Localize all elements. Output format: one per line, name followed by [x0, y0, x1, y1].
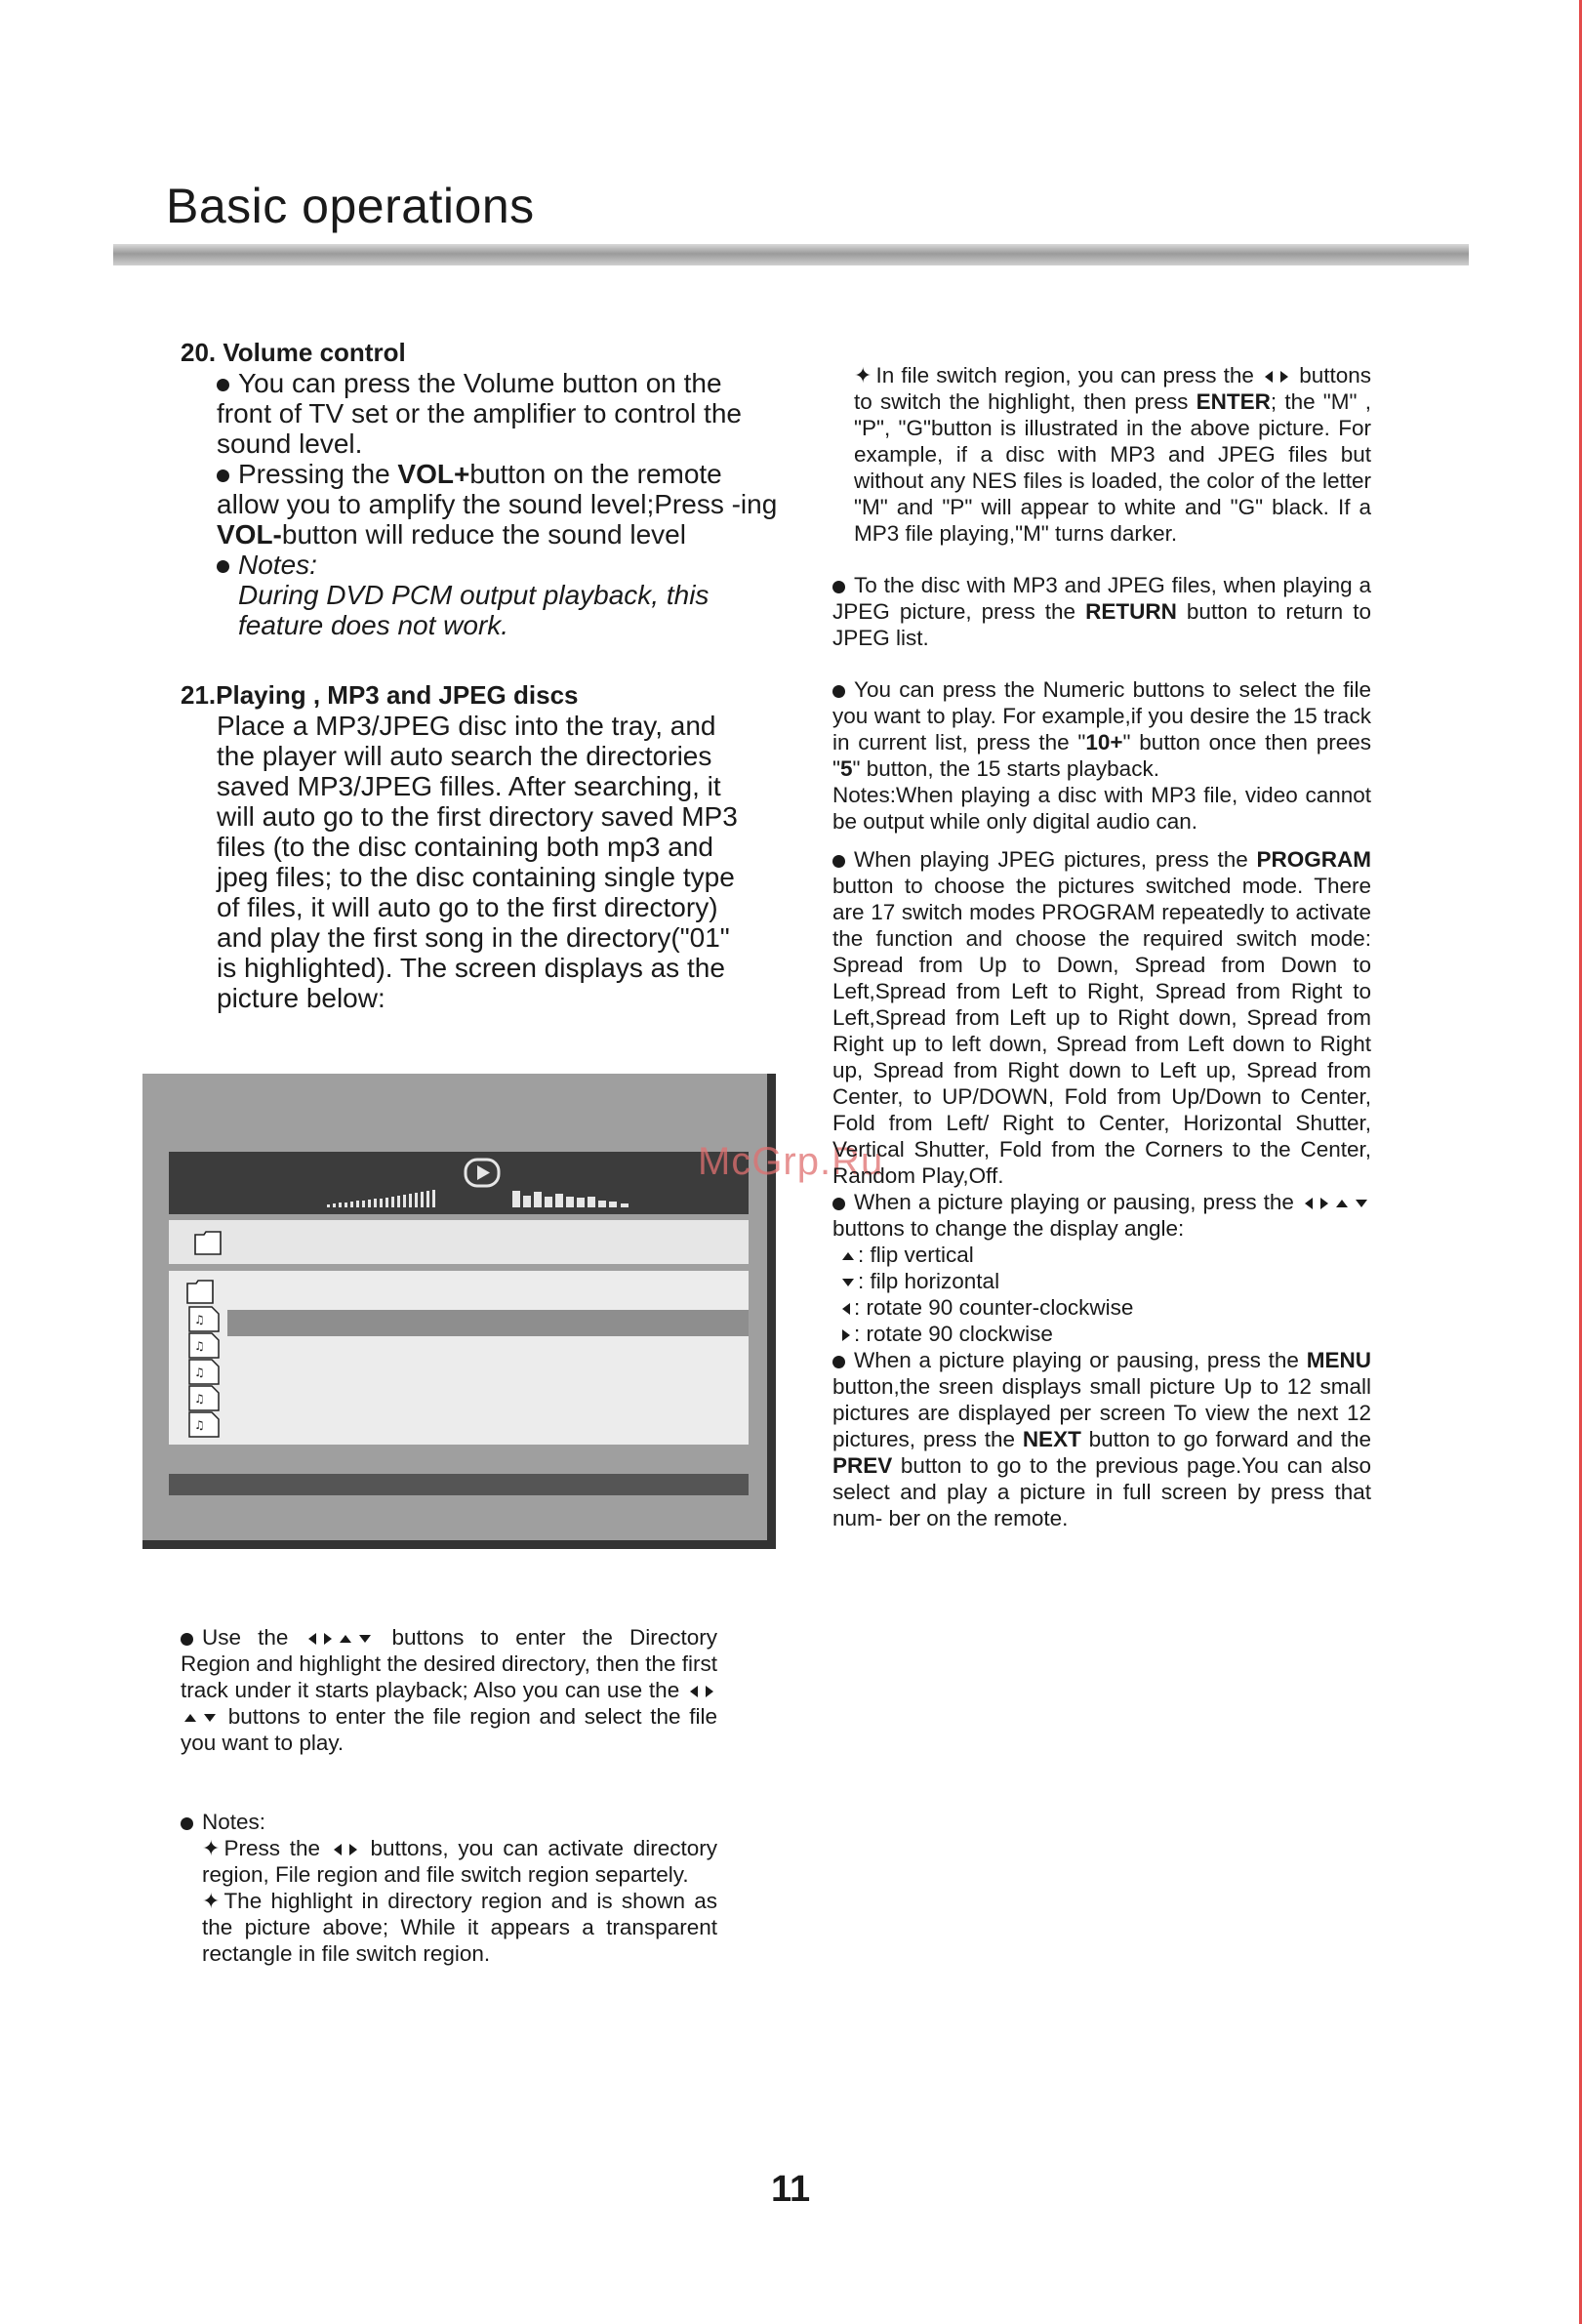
down-arrow-icon	[359, 1635, 371, 1643]
left-arrow-icon	[308, 1633, 316, 1645]
right-arrow-icon	[1280, 371, 1288, 383]
bullet-icon	[832, 1356, 845, 1368]
left-arrow-icon	[690, 1686, 698, 1697]
notes: Notes:	[217, 550, 778, 580]
music-file-icons	[186, 1305, 227, 1444]
angle-down: : filp horizontal	[832, 1268, 1371, 1294]
right-arrow-icon	[349, 1844, 357, 1855]
folder-icon	[186, 1279, 214, 1304]
directory-instructions: Use the buttons to enter the Directory Region and highlight the desired directory, then the first track under it starts playback; Also you can use the buttons to enter the file region and select the file you want to play.	[181, 1625, 717, 1755]
watermark: McGrp.Ru	[698, 1140, 884, 1183]
right-para-1: ✦ In file switch region, you can press the buttons to switch the highlight, then press ENTER; the "M" , "P", "G"button is illustrated in the above picture. For example, if a disc with MP3 and JPEG files but without any NES files is loaded, the color of the letter "M" and "P" will appear to white and "G" black. If a MP3 file playing,"M" turns darker.	[854, 363, 1371, 546]
notes-block	[181, 1809, 717, 1967]
right-arrow-icon	[324, 1633, 332, 1645]
right-para-3: You can press the Numeric buttons to select the file you want to play. For example,if you desire the 15 track in current list, press the "10+" button once then prees "5" button, the 15 starts playback. Notes:When playing a disc with MP3 file, video cannot be output while only digital audio can.	[832, 677, 1371, 834]
svg-text:♫: ♫	[194, 1392, 205, 1406]
angle-up: : flip vertical	[832, 1242, 1371, 1268]
title-rule	[113, 244, 1469, 265]
osd-file-list	[169, 1271, 749, 1445]
page-title: Basic operations	[166, 179, 535, 233]
bullet-icon	[217, 469, 229, 482]
section-20-body	[181, 368, 778, 640]
right-para-4: When playing JPEG pictures, press the PROGRAM button to choose the pictures switched mode. There are 17 switch modes PROGRAM repeatedly to activate the function and choose the required switch mode: Spread from Up to Down, Spread from Down to Left,Spread from Left to Right, Spread from Right to Left,Spread from Left up to Right down, Spread from Right up to left down, Spread from Left down to Right up, Spread from Right down to Left up, Spread from Center, to UP/DOWN, Fold from Up/Down to Center, Fold from Left/ Right to Center, Horizontal Shutter, Vertical Shutter, Fold from the Corners to the Center, Random Play,Off.	[832, 847, 1371, 1188]
bullet-icon	[832, 581, 845, 593]
bullet-icon	[217, 560, 229, 573]
bullet-icon	[181, 1633, 193, 1646]
osd-bottom-bar	[169, 1474, 749, 1495]
down-arrow-icon	[1356, 1200, 1367, 1207]
right-para-5: When a picture playing or pausing, press the buttons to change the display angle: : flip vertical : filp horizontal : rotate 90 counter-clockwise : rotate 90 clockwise	[832, 1189, 1371, 1347]
page-number: 11	[771, 2169, 811, 2210]
up-arrow-icon	[1336, 1200, 1348, 1207]
note-2: ✦ The highlight in directory region and is shown as the picture above; While it appears a transparent rectangle in file switch region.	[202, 1889, 717, 1966]
right-arrow-icon	[842, 1329, 850, 1341]
up-arrow-icon	[842, 1252, 854, 1260]
angle-right: : rotate 90 clockwise	[832, 1321, 1371, 1347]
bullet-1: You can press the Volume button on the front of TV set or the amplifier to control the sound level.	[217, 368, 742, 459]
right-arrow-icon	[706, 1686, 713, 1697]
up-arrow-icon	[184, 1714, 196, 1722]
bullet-icon	[217, 379, 229, 391]
right-para-2: To the disc with MP3 and JPEG files, when playing a JPEG picture, press the RETURN button to return to JPEG list.	[832, 573, 1371, 650]
osd-progress-graphic	[169, 1152, 749, 1214]
up-arrow-icon	[340, 1635, 351, 1643]
down-arrow-icon	[204, 1714, 216, 1722]
svg-text:♫: ♫	[194, 1418, 205, 1432]
section-20-heading: 20. Volume control	[181, 338, 406, 367]
osd-directory-bar	[169, 1220, 749, 1264]
folder-icon	[194, 1230, 222, 1255]
bullet-icon	[832, 855, 845, 868]
svg-text:♫: ♫	[194, 1366, 205, 1379]
note-1: ✦ Press the buttons, you can activate directory region, File region and file switch region separtely.	[202, 1836, 717, 1887]
down-arrow-icon	[842, 1279, 854, 1286]
notes-text: During DVD PCM output playback, this feature does not work.	[238, 580, 710, 640]
sparkle-icon: ✦	[202, 1889, 221, 1913]
bullet-icon	[832, 685, 845, 698]
right-para-3-note: Notes:When playing a disc with MP3 file, video cannot be output while only digital audio can.	[832, 783, 1371, 834]
left-arrow-icon	[1265, 371, 1273, 383]
right-column	[832, 362, 1371, 1531]
sparkle-icon: ✦	[202, 1836, 221, 1860]
play-icon	[466, 1160, 499, 1186]
section-21-body: Place a MP3/JPEG disc into the tray, and the player will auto search the directories saved MP3/JPEG filles. After searching, it will auto go to the first directory saved MP3 files (to the disc containing both mp3 and jpeg files; to the disc containing single type of files, it will auto go to the first directory) and play the first song in the directory("01" is highlighted). The screen displays as the picture below:	[217, 711, 738, 1013]
bullet-icon	[181, 1817, 193, 1830]
angle-left: : rotate 90 counter-clockwise	[832, 1294, 1371, 1321]
sparkle-icon: ✦	[854, 363, 872, 387]
osd-highlight-row	[227, 1310, 749, 1336]
left-arrow-icon	[334, 1844, 342, 1855]
left-arrow-icon	[1305, 1198, 1313, 1209]
right-para-6: When a picture playing or pausing, press the MENU button,the sreen displays small picture Up to 12 small pictures are displayed per screen To view the next 12 pictures, press the NEXT button to go forward and the PREV button to go to the previous page.You can also select and play a picture in full screen by press that num- ber on the remote.	[832, 1348, 1371, 1530]
osd-top-bar	[169, 1152, 749, 1214]
section-21-heading: 21.Playing , MP3 and JPEG discs	[181, 680, 579, 710]
bullet-2: Pressing the VOL+button on the remote allow you to amplify the sound level;Press -ing VOL-button will reduce the sound level	[217, 459, 778, 550]
svg-text:♫: ♫	[194, 1313, 205, 1326]
bullet-icon	[832, 1198, 845, 1210]
notes-label: Notes:	[181, 1809, 717, 1835]
left-arrow-icon	[842, 1303, 850, 1315]
right-arrow-icon	[1320, 1198, 1328, 1209]
svg-text:♫: ♫	[194, 1339, 205, 1353]
